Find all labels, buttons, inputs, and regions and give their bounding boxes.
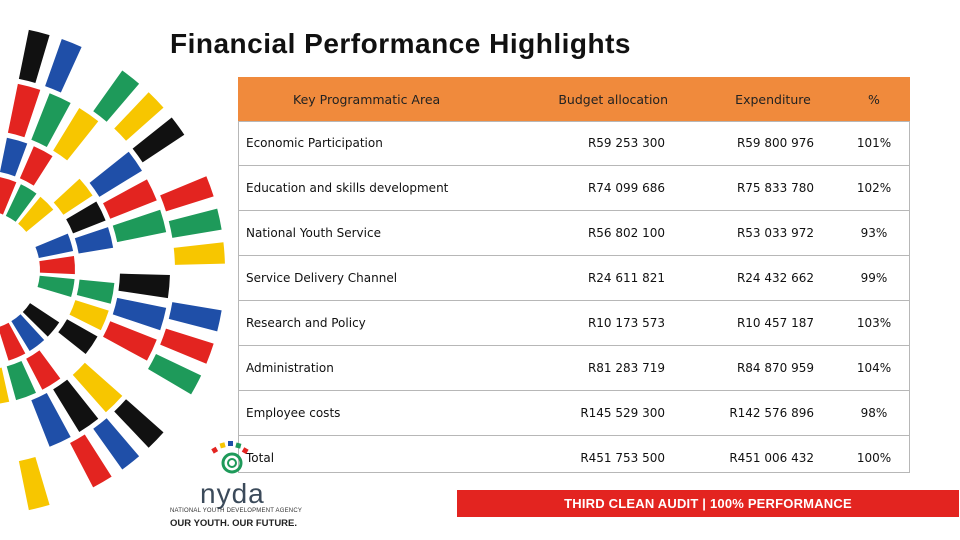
- sunburst-segment: [169, 302, 222, 331]
- table-row: [238, 391, 910, 436]
- page-title: Financial Performance Highlights: [170, 28, 631, 59]
- sunburst-segment: [174, 242, 225, 265]
- cell-expenditure: R59 800 976: [736, 136, 814, 150]
- cell-expenditure: R451 006 432: [708, 436, 838, 481]
- cell-area: Administration: [238, 346, 538, 391]
- cell-budget: R56 802 100: [538, 211, 708, 256]
- cell-area: Service Delivery Channel: [238, 256, 538, 301]
- sunburst-segment: [39, 256, 75, 274]
- cell-percent: 101%: [856, 136, 892, 150]
- table-row: [238, 346, 910, 391]
- table-row: [238, 121, 910, 166]
- cell-area: Employee costs: [238, 391, 538, 436]
- cell-budget: R59 253 300: [587, 136, 665, 150]
- cell-budget: R74 099 686: [538, 166, 708, 211]
- sunburst-segment: [113, 210, 166, 242]
- sunburst-segment: [35, 234, 73, 258]
- cell-percent: 100%: [838, 436, 910, 481]
- cell-expenditure: R75 833 780: [708, 166, 838, 211]
- header-percent: %: [838, 77, 910, 121]
- sunburst-segment: [169, 209, 222, 238]
- cell-area: Research and Policy: [238, 301, 538, 346]
- cell-area: National Youth Service: [238, 211, 538, 256]
- header-expenditure: Expenditure: [708, 77, 838, 121]
- table-header-row: [238, 77, 910, 121]
- cell-budget: R81 283 719: [538, 346, 708, 391]
- cell-percent: 102%: [838, 166, 910, 211]
- logo-tagline: OUR YOUTH. OUR FUTURE.: [170, 518, 298, 529]
- sunburst-segment: [118, 274, 169, 298]
- sunburst-segment: [8, 84, 40, 137]
- cell-percent: 99%: [838, 256, 910, 301]
- header-budget-allocation: Budget allocation: [538, 77, 708, 121]
- cell-percent: 98%: [838, 391, 910, 436]
- cell-percent: 93%: [838, 211, 910, 256]
- sunburst-segment: [45, 39, 82, 93]
- sunburst-segment: [0, 138, 27, 177]
- table-row: [238, 256, 910, 301]
- logo-wordmark: nyda: [200, 478, 265, 509]
- financial-table: [238, 77, 910, 480]
- cell-budget: R451 753 500: [538, 436, 708, 481]
- sunburst-segment: [20, 146, 53, 185]
- cell-expenditure: R84 870 959: [708, 346, 838, 391]
- cell-budget: R24 611 821: [538, 256, 708, 301]
- cell-area: Education and skills development: [238, 166, 538, 211]
- cell-budget: R10 173 573: [538, 301, 708, 346]
- cell-budget: R145 529 300: [538, 391, 708, 436]
- header-key-programmatic-area: Key Programmatic Area: [238, 77, 538, 121]
- cell-percent: 104%: [838, 346, 910, 391]
- cell-area: Total: [238, 436, 538, 481]
- logo-agency-name: NATIONAL YOUTH DEVELOPMENT AGENCY: [170, 508, 303, 514]
- table-row: [238, 211, 910, 256]
- cell-expenditure: R10 457 187: [708, 301, 838, 346]
- table-row: [238, 301, 910, 346]
- cell-expenditure: R24 432 662: [708, 256, 838, 301]
- sunburst-segment: [77, 280, 115, 304]
- sunburst-segment: [38, 276, 75, 297]
- sunburst-segment: [103, 321, 157, 360]
- sunburst-segment: [148, 354, 201, 394]
- cell-area: Economic Participation: [246, 136, 383, 150]
- sunburst-segment: [160, 176, 214, 211]
- sunburst-segment: [160, 329, 214, 364]
- cell-percent: 103%: [838, 301, 910, 346]
- cell-expenditure: R53 033 972: [708, 211, 838, 256]
- table-row: [238, 166, 910, 211]
- table-row-total: [238, 436, 910, 481]
- sunburst-segment: [19, 30, 50, 83]
- audit-banner: THIRD CLEAN AUDIT | 100% PERFORMANCE: [457, 490, 959, 517]
- sunburst-segment: [113, 298, 166, 330]
- sunburst-segment: [0, 368, 9, 405]
- cell-expenditure: R142 576 896: [708, 391, 838, 436]
- nyda-logo-icon: [168, 440, 308, 480]
- sunburst-segment: [19, 457, 50, 510]
- sunburst-segment: [75, 227, 113, 253]
